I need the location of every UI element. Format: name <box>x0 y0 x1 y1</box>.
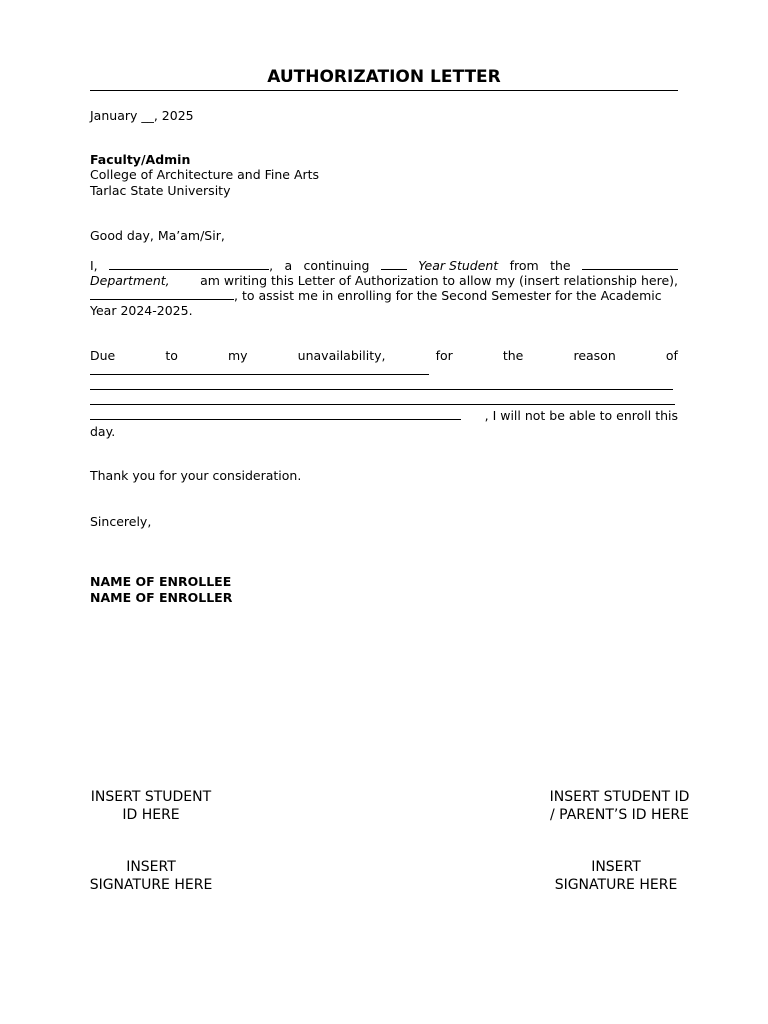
department-blank <box>582 258 678 270</box>
reason-blank-line-4 <box>90 408 461 420</box>
word: I, <box>90 258 98 273</box>
paragraph2-line5-rest: , I will not be able to enroll this <box>484 408 678 423</box>
paragraph1-line1 <box>90 258 678 273</box>
word: continuing <box>303 258 370 273</box>
enroller-name-label: NAME OF ENROLLER <box>90 590 233 605</box>
reason-blank-line-1 <box>90 363 678 378</box>
word: from <box>509 258 539 273</box>
year-blank <box>381 258 407 270</box>
paragraph2-line1 <box>90 348 678 363</box>
paragraph1-line3-rest: , to assist me in enrolling for the Second Semester for the Academic <box>234 288 662 303</box>
recipient-university: Tarlac State University <box>90 183 231 198</box>
paragraph1-line4: Year 2024-2025. <box>90 303 193 318</box>
recipient-college: College of Architecture and Fine Arts <box>90 167 320 182</box>
recipient-name: Faculty/Admin <box>90 152 191 167</box>
student-parent-id-placeholder: INSERT STUDENT ID / PARENT’S ID HERE <box>549 789 690 823</box>
closing-line: Thank you for your consideration. <box>90 468 302 483</box>
signoff: Sincerely, <box>90 514 152 529</box>
student-id-placeholder: INSERT STUDENT ID HERE <box>90 789 212 823</box>
word: Year Student <box>418 258 499 273</box>
paragraph1-line2-rest: am writing this Letter of Authorization to allow my (insert relationship here), <box>200 273 678 288</box>
letter-date: January __, 2025 <box>90 108 194 123</box>
enroller-signature-placeholder: INSERT SIGNATURE HERE <box>554 859 678 893</box>
word: unavailability, <box>297 348 386 363</box>
letter-title: AUTHORIZATION LETTER <box>267 67 501 87</box>
word: the <box>550 258 571 273</box>
word: reason <box>573 348 616 363</box>
name-blank: , <box>109 258 273 273</box>
title-underline <box>90 90 678 91</box>
paragraph1-line2 <box>90 273 678 288</box>
word: a <box>284 258 293 273</box>
word: for <box>435 348 453 363</box>
reason-blank-line-2 <box>90 378 678 393</box>
word: to <box>165 348 178 363</box>
word: of <box>665 348 678 363</box>
paragraph1-line3 <box>90 288 678 303</box>
paragraph2-line6: day. <box>90 424 116 439</box>
word: my <box>228 348 248 363</box>
word: Due <box>90 348 116 363</box>
word: the <box>502 348 524 363</box>
paragraph2-line5 <box>90 408 678 423</box>
greeting: Good day, Ma’am/Sir, <box>90 228 225 243</box>
reason-blank-line-3 <box>90 393 678 408</box>
relationship-name-blank <box>90 288 234 300</box>
word: Department, <box>90 273 170 288</box>
enrollee-signature-placeholder: INSERT SIGNATURE HERE <box>89 859 213 893</box>
enrollee-name-label: NAME OF ENROLLEE <box>90 574 232 589</box>
